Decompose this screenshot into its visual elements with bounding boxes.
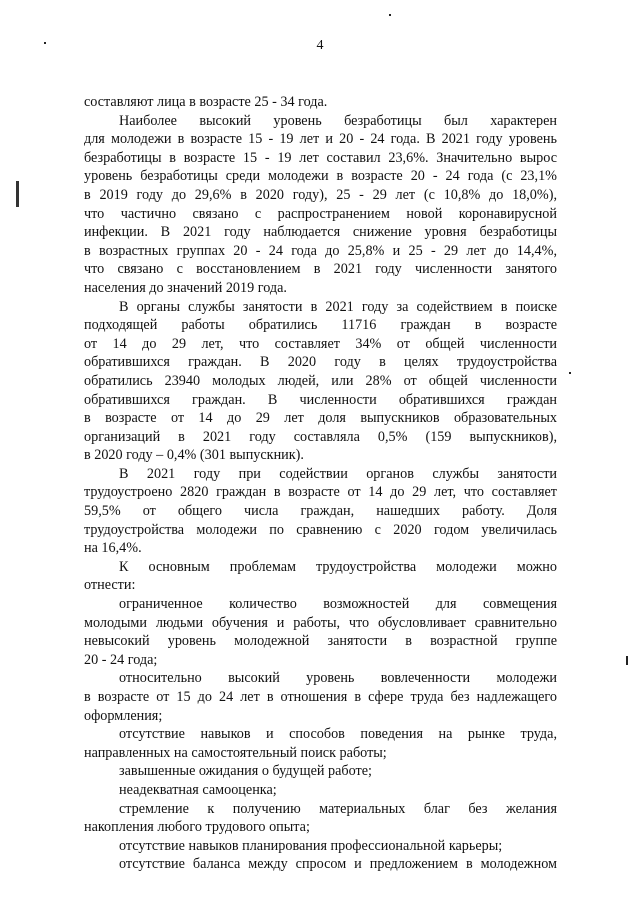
text-line: отсутствие баланса между спросом и предложением в молодежном bbox=[119, 856, 557, 873]
text-line: неадекватная самооценка; bbox=[119, 781, 277, 798]
text-line: организаций в 2021 году составляла 0,5% (159 выпускников), bbox=[84, 428, 557, 445]
text-line: обратившихся граждан. В численности обратившихся граждан bbox=[84, 391, 557, 408]
text-line: В 2021 году при содействии органов службы занятости bbox=[119, 465, 557, 482]
paragraph bbox=[84, 558, 557, 595]
text-line: молодыми людьми обучения и работы, что обусловливает сравнительно bbox=[84, 614, 557, 631]
text-line: ограниченное количество возможностей для совмещения bbox=[119, 596, 557, 613]
text-line: 59,5% от общего числа граждан, нашедших работу. Доля bbox=[84, 503, 557, 520]
scan-speck bbox=[389, 14, 391, 16]
text-line: В органы службы занятости в 2021 году за содействием в поиске bbox=[119, 298, 557, 315]
list-item bbox=[84, 595, 557, 669]
text-line: в 2019 году до 29,6% в 2020 году), 25 - 29 лет (с 10,8% до 18,0%), bbox=[84, 186, 557, 203]
text-line: составляют лица в возрасте 25 - 34 года. bbox=[84, 94, 328, 110]
text-line: Наиболее высокий уровень безработицы был характерен bbox=[119, 112, 557, 129]
text-line: уровень безработицы среди молодежи в возрасте 20 - 24 года (с 23,1% bbox=[84, 168, 557, 185]
paragraph bbox=[84, 112, 557, 298]
text-line: что частично связано с распространением новой коронавирусной bbox=[84, 205, 557, 222]
paragraph bbox=[84, 465, 557, 558]
text-line: безработицы в возрасте 15 - 19 лет составил 23,6%. Значительно вырос bbox=[84, 149, 557, 166]
text-line: направленных на самостоятельный поиск работы; bbox=[84, 744, 387, 761]
paragraph bbox=[84, 298, 557, 465]
text-line: от 14 до 29 лет, что составляет 34% от общей численности bbox=[84, 335, 557, 352]
text-line: стремление к получению материальных благ без желания bbox=[119, 800, 557, 817]
text-line: накопления любого трудового опыта; bbox=[84, 819, 310, 836]
text-line: для молодежи в возрасте 15 - 19 лет и 20 - 24 года. В 2021 году уровень bbox=[84, 131, 557, 148]
text-line: населения до значений 2019 года. bbox=[84, 279, 287, 296]
document-body bbox=[84, 93, 557, 874]
text-line: обратились 23940 молодых людей, или 28% от общей численности bbox=[84, 372, 557, 389]
list-item bbox=[84, 725, 557, 762]
scan-speck bbox=[44, 42, 46, 44]
list-item bbox=[84, 669, 557, 725]
text-line: в возрасте от 14 до 29 лет доля выпускников образовательных bbox=[84, 410, 557, 427]
list-item bbox=[84, 837, 557, 856]
text-line: инфекции. В 2021 году наблюдается снижение уровня безработицы bbox=[84, 224, 557, 241]
text-line: на 16,4%. bbox=[84, 540, 142, 557]
text-line: завышенные ожидания о будущей работе; bbox=[119, 763, 372, 780]
text-line: К основным проблемам трудоустройства молодежи можно bbox=[119, 558, 557, 575]
paragraph bbox=[84, 93, 557, 112]
list-item bbox=[84, 762, 557, 781]
list-item bbox=[84, 800, 557, 837]
text-line: невысокий уровень молодежной занятости в возрастной группе bbox=[84, 633, 557, 650]
scan-speck bbox=[626, 656, 628, 665]
text-line: подходящей работы обратились 11716 граждан в возрасте bbox=[84, 317, 557, 334]
text-line: в возрасте от 15 до 24 лет в отношения в сфере труда без надлежащего bbox=[84, 689, 557, 705]
text-line: трудоустройства молодежи по сравнению с 2020 годом увеличилась bbox=[84, 521, 557, 538]
text-line: 20 - 24 года; bbox=[84, 651, 158, 668]
scan-speck bbox=[569, 372, 571, 374]
text-line: относительно высокий уровень вовлеченности молодежи bbox=[119, 670, 557, 687]
text-line: в возрастных группах 20 - 24 года до 25,8% и 25 - 29 лет до 14,4%, bbox=[84, 242, 557, 259]
text-line: оформления; bbox=[84, 707, 163, 724]
page-number: 4 bbox=[316, 38, 324, 53]
list-item bbox=[84, 781, 557, 800]
text-line: обратившихся граждан. В 2020 году в целях трудоустройства bbox=[84, 354, 557, 371]
list-item bbox=[84, 855, 557, 874]
text-line: что связано с восстановлением в 2021 году численности занятого bbox=[84, 261, 557, 278]
text-line: отсутствие навыков планирования профессиональной карьеры; bbox=[119, 837, 503, 854]
text-line: в 2020 году – 0,4% (301 выпускник). bbox=[84, 447, 304, 464]
text-line: отсутствие навыков и способов поведения на рынке труда, bbox=[119, 726, 557, 743]
text-line: отнести: bbox=[84, 577, 136, 594]
text-line: трудоустроено 2820 граждан в возрасте от 14 до 29 лет, что составляет bbox=[84, 484, 557, 501]
scan-speck bbox=[16, 181, 19, 207]
